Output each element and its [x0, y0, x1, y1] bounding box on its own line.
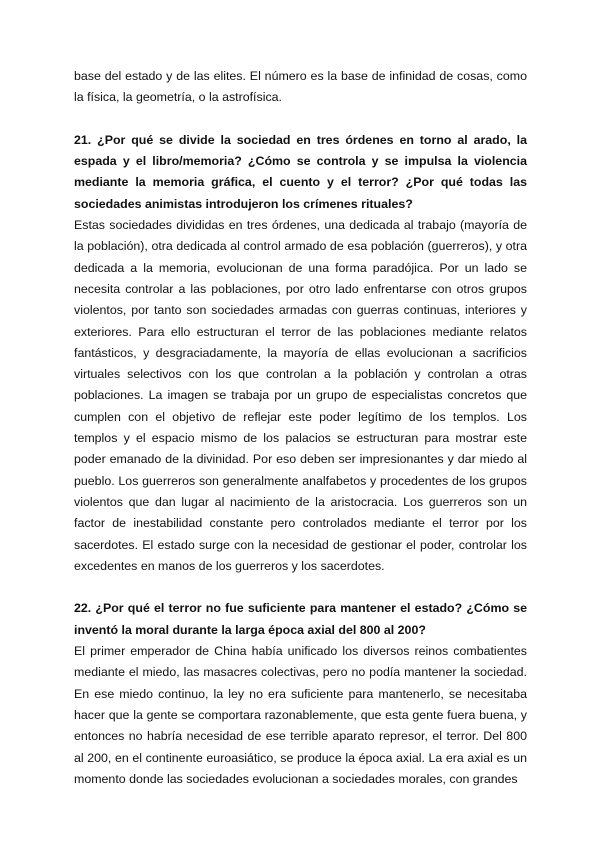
- intro-paragraph: base del estado y de las elites. El número es la base de infinidad de cosas, como la física, la geometría, o la astrofísica.: [74, 69, 527, 105]
- paragraph-gap: [74, 109, 527, 130]
- document-page: [74, 66, 527, 790]
- section-22-heading: 22. ¿Por qué el terror no fue suficiente para mantener el estado? ¿Cómo se inventó la moral durante la larga época axial del 800 al 200?: [74, 601, 527, 637]
- section-21-body: Estas sociedades divididas en tres órdenes, una dedicada al trabajo (mayoría de la población), otra dedicada al control armado de esa población (guerreros), y otra dedicada a la memoria, evolucionan de una forma paradójica. Por un lado se necesita controlar a las poblaciones, por otro lado enfrentarse con otros grupos violentos, por tanto son sociedades armadas con guerras continuas, interiores y exteriores. Para ello estructuran el terror de las poblaciones mediante relatos fantásticos, y desgraciadamente, la mayoría de ellas evolucionan a sacrificios virtuales selectivos con los que controlan a la población y controlan a otras poblaciones. La imagen se trabaja por un grupo de especialistas concretos que cumplen con el objetivo de reflejar este poder legítimo de los templos. Los templos y el espacio mismo de los palacios se estructuran para mostrar este poder emanado de la divinidad. Por eso deben ser impresionantes y dar miedo al pueblo. Los guerreros son generalmente analfabetos y procedentes de los grupos violentos que dan lugar al nacimiento de la aristocracia. Los guerreros son un factor de inestabilidad constante pero controlados mediante el terror por los sacerdotes. El estado surge con la necesidad de gestionar el poder, controlar los excedentes en manos de los guerreros y los sacerdotes.: [74, 218, 527, 573]
- section-21-heading: 21. ¿Por qué se divide la sociedad en tres órdenes en torno al arado, la espada y el libro/memoria? ¿Cómo se controla y se impulsa la violencia mediante la memoria gráfica, el cuento y el terror? ¿Por qué todas las sociedades animistas introdujeron los crímenes rituales?: [74, 132, 527, 211]
- paragraph-gap: [74, 577, 527, 598]
- section-22-body: El primer emperador de China había unificado los diversos reinos combatientes mediante el miedo, las masacres colectivas, pero no podía mantener la sociedad. En ese miedo continuo, la ley no era suficiente para mantenerlo, se necesitaba hacer que la gente se comportara razonablemente, que esta gente fuera buena, y entonces no habría necesidad de ese terrible aparato represor, el terror. Del 800 al 200, en el continente euroasiático, se produce la época axial. La era axial es un momento donde las sociedades evolucionan a sociedades morales, con grandes: [74, 644, 527, 786]
